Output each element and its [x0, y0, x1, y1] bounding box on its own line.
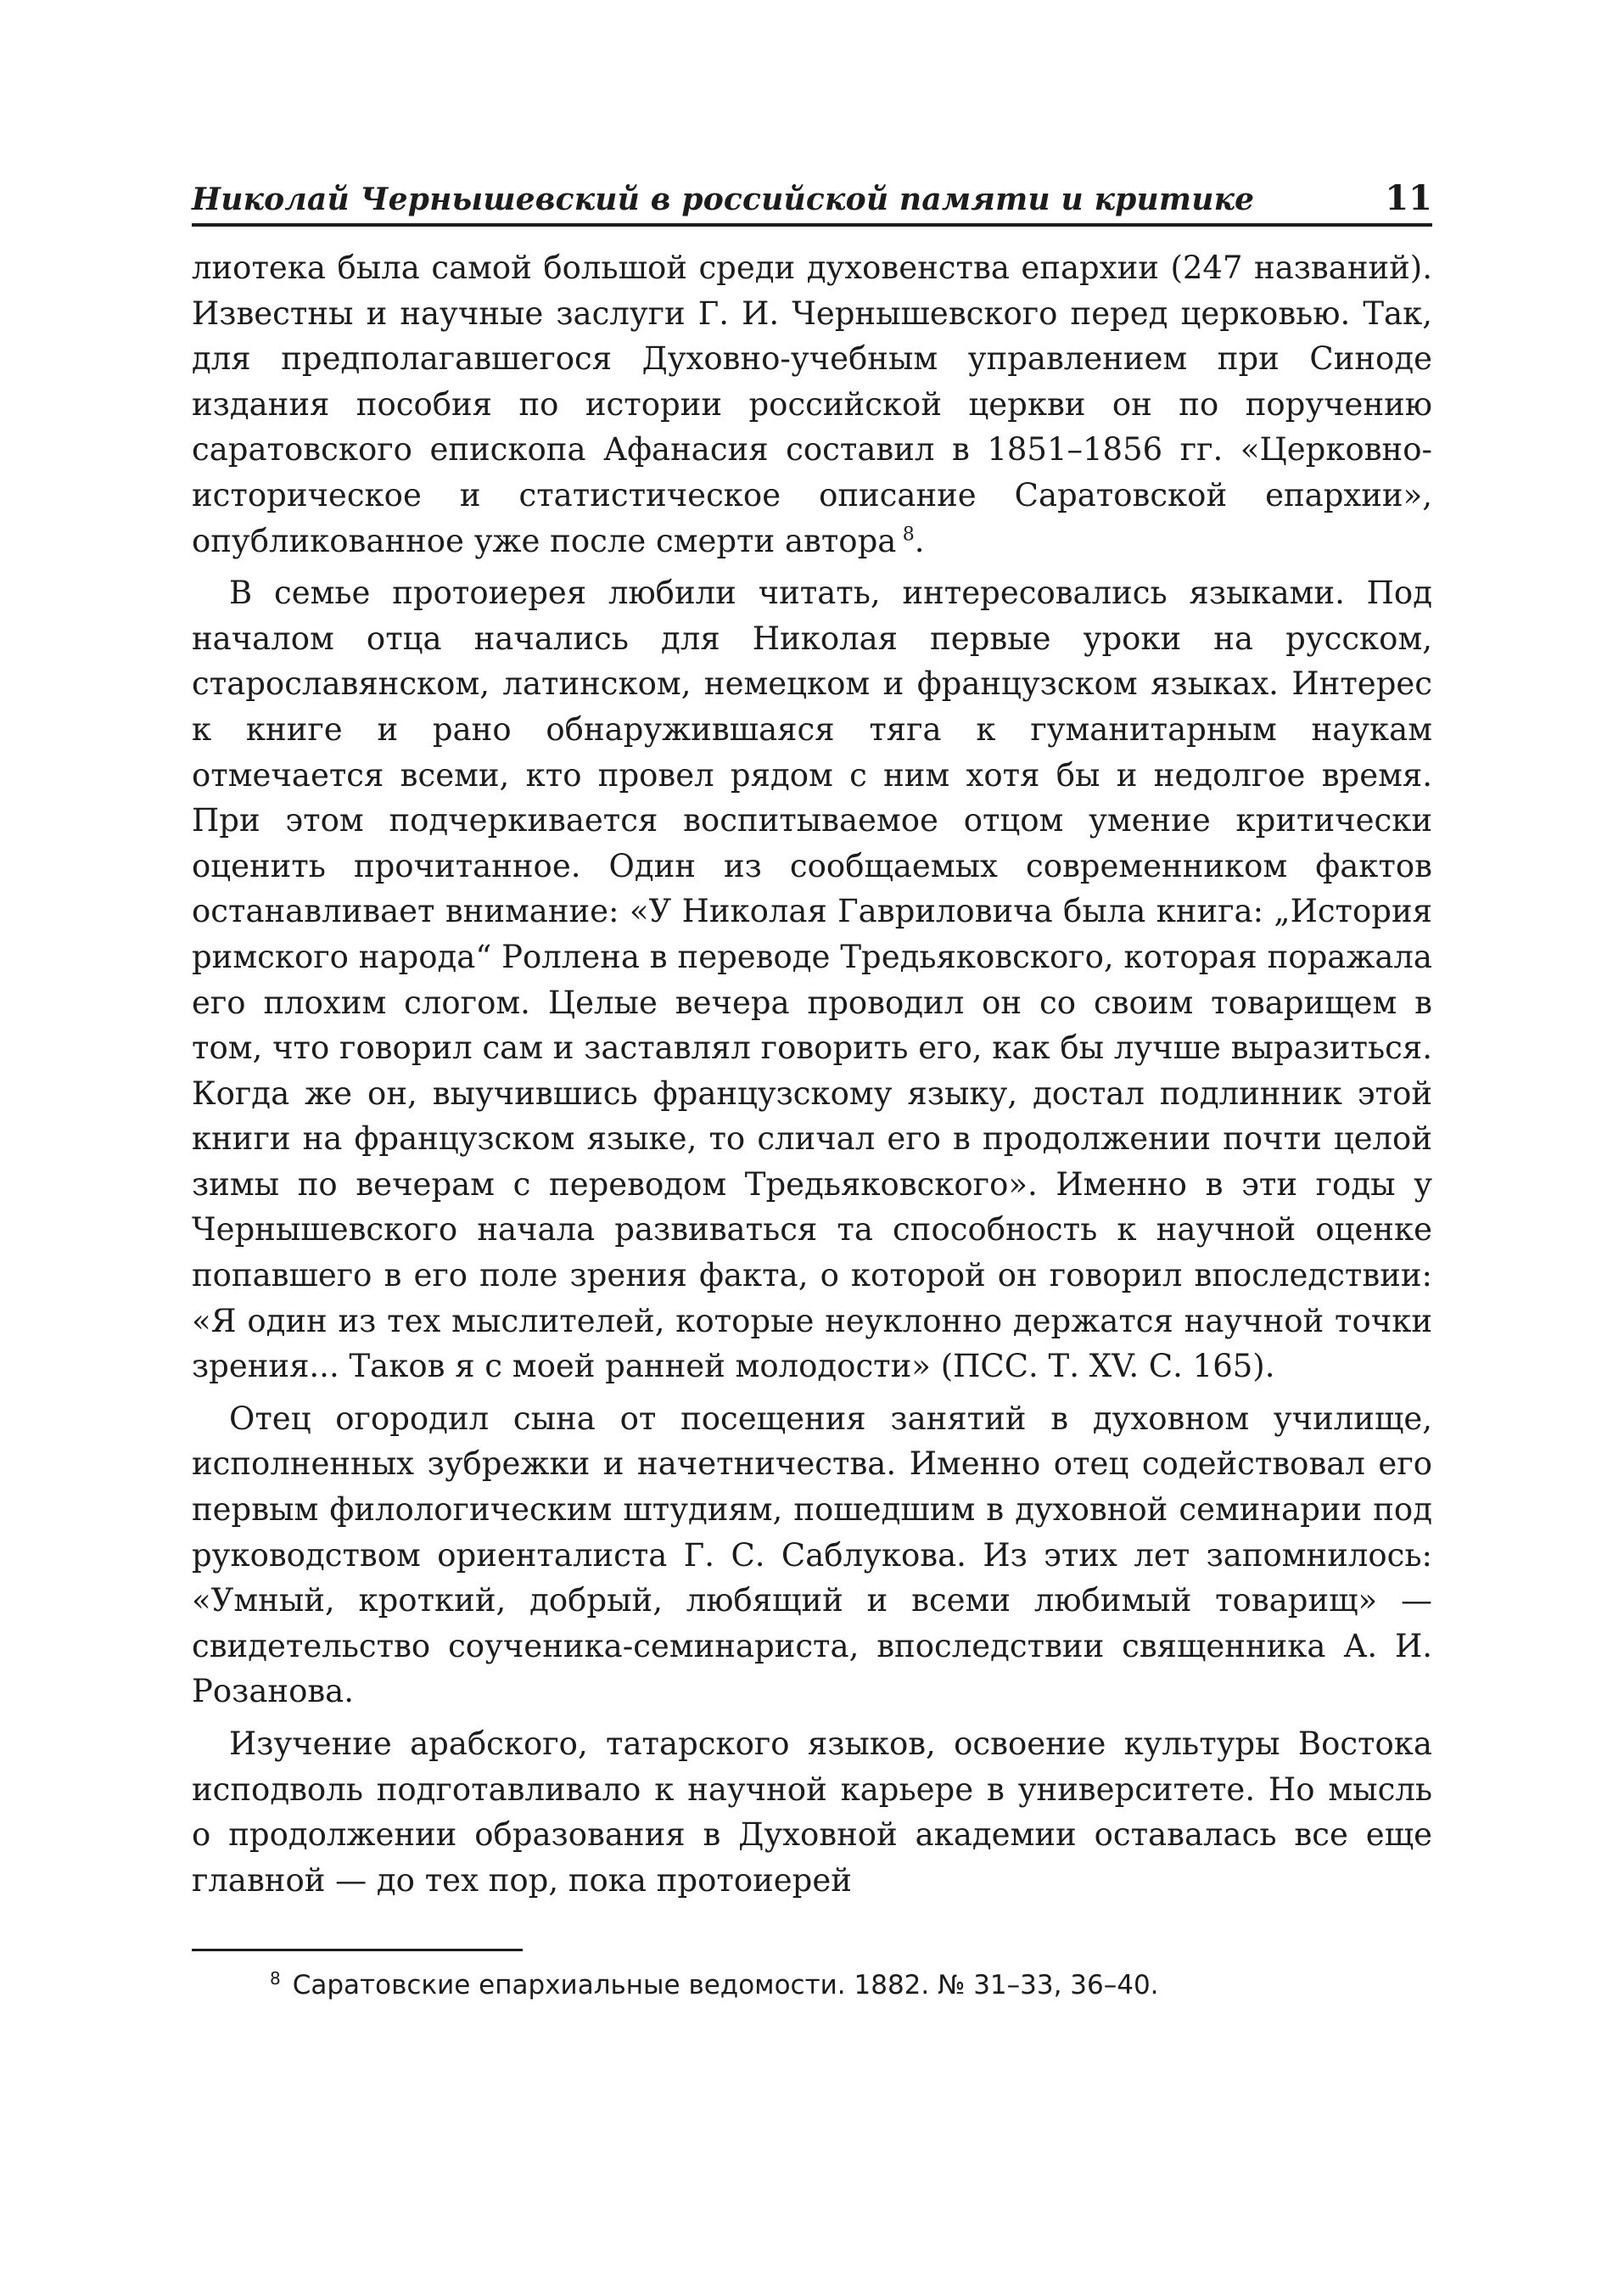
- paragraph-4: Изучение арабского, татарского языков, освоение культуры Востока исподволь подготавливало к научной карьере в университете. Но мысль о продолжении образования в Духовной академии оставалась все еще главной — до тех пор, пока протоиерей: [192, 1725, 1432, 1899]
- body-text: [192, 245, 1432, 1903]
- book-page: [192, 178, 1432, 2004]
- footnote-divider: [192, 1949, 523, 1951]
- footnote-reference: 8: [902, 524, 915, 546]
- paragraph-1: [192, 245, 1432, 564]
- paragraph-2: В семье протоиерея любили читать, интересовались языками. Под началом отца начались для Николая первые уроки на русском, старославянском, латинском, немецком и французском языках. Интерес к книге и рано обнаружившаяся тяга к гуманитарным наукам отмечается всеми, кто провел рядом с ним хотя бы и недолгое время. При этом подчеркивается воспитываемое отцом умение критически оценить прочитанное. Один из сообщаемых современником фактов останавливает внимание: «У Николая Гавриловича была книга: „История римского народа“ Роллена в переводе Тредьяковского, которая поражала его плохим слогом. Целые вечера проводил он со своим товарищем в том, что говорил сам и заставлял говорить его, как бы лучше выразиться. Когда же он, выучившись французскому языку, достал подлинник этой книги на французском языке, то сличал его в продолжении почти целой зимы по вечерам с переводом Тредьяковского». Именно в эти годы у Чернышевского начала развиваться та способность к научной оценке попавшего в его поле зрения факта, о которой он говорил впоследствии: «Я один из тех мыслителей, которые неуклонно держатся научной точки зрения... Таков я с моей ранней молодости» (ПСС. Т. XV. С. 165).: [192, 575, 1432, 1385]
- paragraph-1-end: .: [914, 522, 925, 559]
- running-header: [192, 178, 1432, 227]
- paragraph-1-text: лиотека была самой большой среди духовенства епархии (247 названий). Известны и научные заслуги Г. И. Чернышевского перед церковью. Так, для предполагавшегося Духовно-учебным управлением при Синоде издания пособия по истории российской церкви он по поручению саратовского епископа Афанасия составил в 1851–1856 гг. «Церковно-историческое и статистическое описание Саратовской епархии», опубликованное уже после смерти автора: [192, 250, 1432, 559]
- running-title: Николай Чернышевский в российской памяти и критике: [192, 182, 1255, 217]
- footnote-text: Саратовские епархиальные ведомости. 1882. № 31–33, 36–40.: [292, 1970, 1159, 2001]
- paragraph-3: Отец огородил сына от посещения занятий в духовном училище, исполненных зубрежки и начетничества. Именно отец содействовал его первым филологическим штудиям, пошедшим в духовной семинарии под руководством ориенталиста Г. С. Саблукова. Из этих лет запомнилось: «Умный, кроткий, добрый, любящий и всеми любимый товарищ» — свидетельство соученика-семинариста, впоследствии священника А. И. Розанова.: [192, 1400, 1432, 1710]
- footnote-mark: 8: [270, 1968, 281, 1989]
- page-number: 11: [1385, 178, 1432, 218]
- footnote: [192, 1967, 1432, 2004]
